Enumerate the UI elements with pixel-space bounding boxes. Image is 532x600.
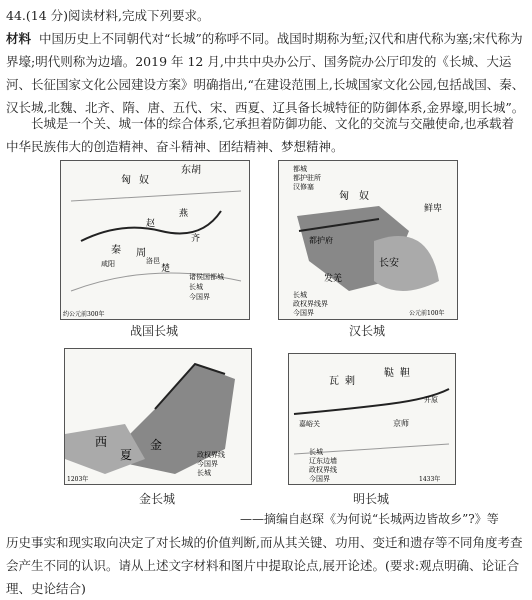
map-label: 鞑 <box>384 368 394 379</box>
legend-item: 辽东边墙 <box>309 457 337 465</box>
map-label: 楚 <box>161 264 171 274</box>
map-label: 鲜卑 <box>424 204 443 214</box>
map-label: 金 <box>150 438 163 452</box>
map-label: 都护府 <box>309 236 333 245</box>
map-label: 奴 <box>359 191 369 202</box>
map-jin <box>64 348 252 485</box>
source-citation: ——摘编自赵琛《为何说“长城两边皆故乡”?》等 <box>240 512 499 526</box>
map-caption: 明长城 <box>352 492 389 506</box>
map-note: 1203年 <box>67 476 89 483</box>
requirement-text: 历史事实和现实取向决定了对长城的价值判断,而从其关键、功用、变迁和遗存等不同角度考查会产生不同的认识。请从上述文字材料和图片中提取论点,展开论述。(要求:观点明确、论证合理、史论结合) <box>6 535 523 596</box>
material-text-2: 长城是一个关、城一体的综合体系,它承担着防御功能、文化的交流与交融使命,也承载着中华民族伟大的创造精神、奋斗精神、团结精神、梦想精神。 <box>6 116 514 154</box>
question-header: 44.(14 分)阅读材料,完成下列要求。 <box>6 8 210 23</box>
map-note: 公元前100年 <box>409 310 445 317</box>
legend-item: 政权界线界 <box>293 300 328 308</box>
map-label: 东胡 <box>181 165 201 176</box>
map-label: 夏 <box>120 448 133 462</box>
map-warring-states <box>60 160 250 320</box>
map-label: 发羌 <box>324 274 343 284</box>
map-label: 剌 <box>345 376 355 387</box>
map-label: 匈 <box>121 175 131 186</box>
material-text: 材料 中国历史上不同朝代对“长城”的称呼不同。战国时期称为堑;汉代和唐代称为塞;宋代称为界壕;明代则称为边墙。2019 年 12 月,中共中央办公厅、国务院办公厅印发的《长城、大运河、长征国家文化公园建设方案》明确指出,“在建设范围上,长城国家文化公园,包括战国、秦、汉长城,北魏、北齐、隋、唐、五代、宋、西夏、辽具备长城特征的防御体系,金界壕,明长城”。 <box>6 31 525 115</box>
map-caption: 金长城 <box>138 492 175 506</box>
map-label: 瓦 <box>329 376 339 387</box>
map-label: 开原 <box>424 396 438 404</box>
map-han <box>278 160 458 320</box>
map-label: 洛邑 <box>146 257 160 265</box>
map-label: 匈 <box>339 191 349 202</box>
legend-item: 今国界 <box>309 475 330 483</box>
map-label: 京师 <box>393 419 409 428</box>
legend-item: 今国界 <box>293 309 314 317</box>
map-label: 长安 <box>379 258 399 269</box>
map-label: 燕 <box>179 209 189 219</box>
map-label: 靼 <box>400 368 410 379</box>
map-caption: 战国长城 <box>129 324 178 338</box>
legend-item: 汉修塞 <box>293 183 314 191</box>
legend-item: 长城 <box>197 469 211 477</box>
legend-item: 今国界 <box>197 460 218 468</box>
map-caption: 汉长城 <box>348 324 385 338</box>
legend-item: 都护驻所 <box>293 174 321 182</box>
map-label: 周 <box>136 248 146 259</box>
map-label: 嘉峪关 <box>299 420 320 428</box>
legend-item: 长城 <box>309 448 323 456</box>
map-label: 赵 <box>146 219 156 229</box>
legend-item: 长城 <box>189 283 203 291</box>
map-label: 秦 <box>111 245 121 256</box>
legend-item: 诸侯国都城 <box>189 273 224 281</box>
map-label: 西 <box>95 435 108 449</box>
legend-item: 政权界线 <box>309 466 337 474</box>
map-label: 齐 <box>191 234 201 244</box>
map-note: 1433年 <box>419 476 441 483</box>
legend-item: 长城 <box>293 291 307 299</box>
map-label: 咸阳 <box>101 260 115 268</box>
map-note: 约公元前300年 <box>63 311 105 318</box>
legend-item: 今国界 <box>189 293 210 301</box>
legend-item: 都城 <box>293 165 307 173</box>
legend-item: 政权界线 <box>197 451 225 459</box>
map-ming <box>288 353 456 485</box>
map-label: 奴 <box>139 175 149 186</box>
